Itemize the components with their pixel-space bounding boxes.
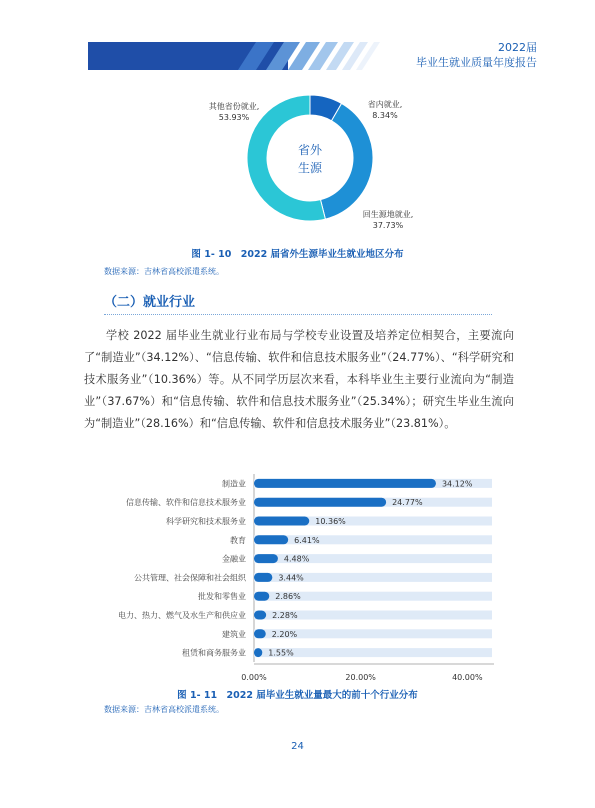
bar-value-label: 3.44% bbox=[278, 573, 304, 583]
donut-center-label-2: 生源 bbox=[297, 161, 323, 175]
bar-category-label: 金融业 bbox=[222, 554, 246, 564]
bar-1 bbox=[254, 498, 386, 507]
bar-value-label: 34.12% bbox=[441, 479, 473, 489]
x-tick-label: 40.00% bbox=[452, 673, 483, 682]
section-heading: （二）就业行业 bbox=[104, 295, 196, 310]
bar-2 bbox=[254, 517, 309, 526]
bar-value-label: 10.36% bbox=[315, 517, 346, 526]
bar-4 bbox=[254, 554, 278, 563]
report-title bbox=[416, 40, 537, 70]
bar-value-label: 24.77% bbox=[392, 498, 423, 508]
x-tick-label: 0.00% bbox=[241, 673, 267, 682]
donut-label-home: 回生源地就业, 37.73% bbox=[362, 210, 414, 230]
body-paragraph: 学校 2022 届毕业生就业行业布局与学校专业设置及培养定位相契合，主要流向了“制造业”（34.12%）、“信息传输、软件和信息技术服务业”（24.77%）、“科学研究和技术服务业”（10.36%）等。从不同学历层次来看，本科毕业生主要行业流向为“制造业”（37.67%）和“信息传输、软件和信息技术服务业”（25.34%）；研究生毕业生流向为“制造业”（28.16%）和“信息传输、软件和信息技术服务业”（23.81%）。 bbox=[84, 329, 514, 430]
header-banner bbox=[88, 42, 390, 70]
donut-center-label-1: 省外 bbox=[297, 143, 323, 157]
figure-caption-2: 图 1- 11 2022 届毕业生就业量最大的前十个行业分布 bbox=[177, 690, 418, 701]
bar-3 bbox=[254, 535, 288, 544]
bar-category-label: 租赁和商务服务业 bbox=[182, 648, 246, 658]
donut-label-inprovince: 省内就业, 8.34% bbox=[367, 100, 403, 120]
bar-9 bbox=[254, 648, 262, 657]
bar-category-label: 批发和零售业 bbox=[198, 592, 246, 602]
figure-source-1: 数据来源：吉林省高校派遣系统。 bbox=[104, 267, 224, 276]
bar-value-label: 4.48% bbox=[283, 554, 310, 564]
report-year: 2022届 bbox=[498, 41, 537, 54]
figure-caption-1: 图 1- 10 2022 届省外生源毕业生就业地区分布 bbox=[191, 249, 404, 260]
bar-category-label: 科学研究和技术服务业 bbox=[166, 517, 246, 526]
bar-6 bbox=[254, 592, 269, 601]
industry-bar-chart bbox=[84, 470, 514, 685]
bar-8 bbox=[254, 629, 266, 638]
bar-category-label: 信息传输、软件和信息技术服务业 bbox=[126, 498, 246, 508]
bar-category-label: 电力、热力、燃气及水生产和供应业 bbox=[118, 611, 246, 620]
bar-category-label: 制造业 bbox=[222, 479, 246, 489]
x-tick-label: 20.00% bbox=[345, 673, 376, 682]
bar-value-label: 1.55% bbox=[268, 648, 294, 658]
figure-source-2: 数据来源：吉林省高校派遣系统。 bbox=[104, 705, 224, 714]
report-name: 毕业生就业质量年度报告 bbox=[416, 56, 537, 69]
donut-label-other: 其他省份就业, 53.93% bbox=[208, 102, 260, 122]
bar-value-label: 2.28% bbox=[272, 611, 298, 620]
bar-value-label: 2.20% bbox=[271, 629, 298, 639]
bar-category-label: 公共管理、社会保障和社会组织 bbox=[134, 573, 246, 583]
bar-track bbox=[254, 535, 492, 544]
bar-category-label: 建筑业 bbox=[222, 629, 246, 639]
bar-value-label: 2.86% bbox=[275, 592, 301, 602]
bar-category-label: 教育 bbox=[230, 535, 246, 545]
bar-value-label: 6.41% bbox=[294, 535, 320, 545]
bar-0 bbox=[254, 479, 436, 488]
bar-5 bbox=[254, 573, 272, 582]
section-divider bbox=[104, 314, 492, 315]
bar-7 bbox=[254, 611, 266, 620]
page-number: 24 bbox=[291, 741, 304, 752]
